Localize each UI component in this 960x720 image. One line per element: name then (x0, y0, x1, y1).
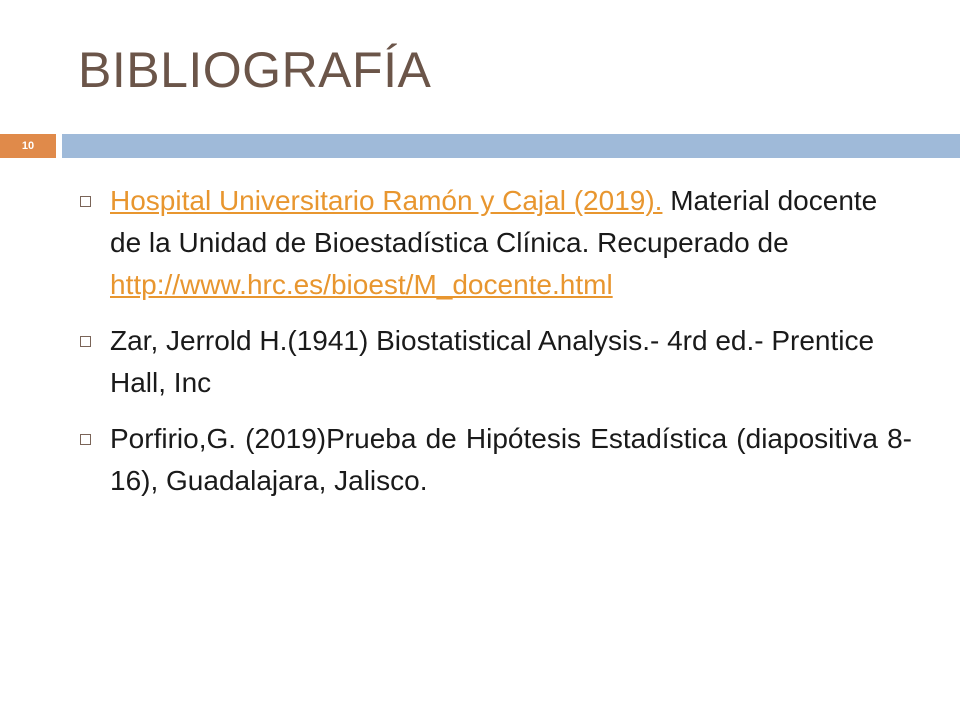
reference-item (74, 180, 912, 306)
reference-list (74, 180, 912, 516)
header-bar (62, 134, 960, 158)
reference-item (74, 418, 912, 502)
reference-url-link[interactable]: http://www.hrc.es/bioest/M_docente.html (110, 269, 613, 300)
square-bullet-icon (80, 434, 91, 445)
reference-text: Material docente de la Unidad de Bioestadística Clínica. Recuperado de (110, 185, 878, 258)
reference-item (74, 320, 912, 404)
square-bullet-icon (80, 196, 91, 207)
reference-text: Porfirio,G. (2019)Prueba de Hipótesis Estadística (diapositiva 8-16), Guadalajara, Jalisco. (110, 423, 912, 496)
slide-number: 10 (0, 134, 56, 158)
slide-title: BIBLIOGRAFÍA (78, 42, 432, 98)
reference-text: Zar, Jerrold H.(1941) Biostatistical Analysis.- 4rd ed.- Prentice Hall, Inc (110, 325, 875, 398)
square-bullet-icon (80, 336, 91, 347)
reference-link-source[interactable]: Hospital Universitario Ramón y Cajal (2019). (110, 185, 663, 216)
